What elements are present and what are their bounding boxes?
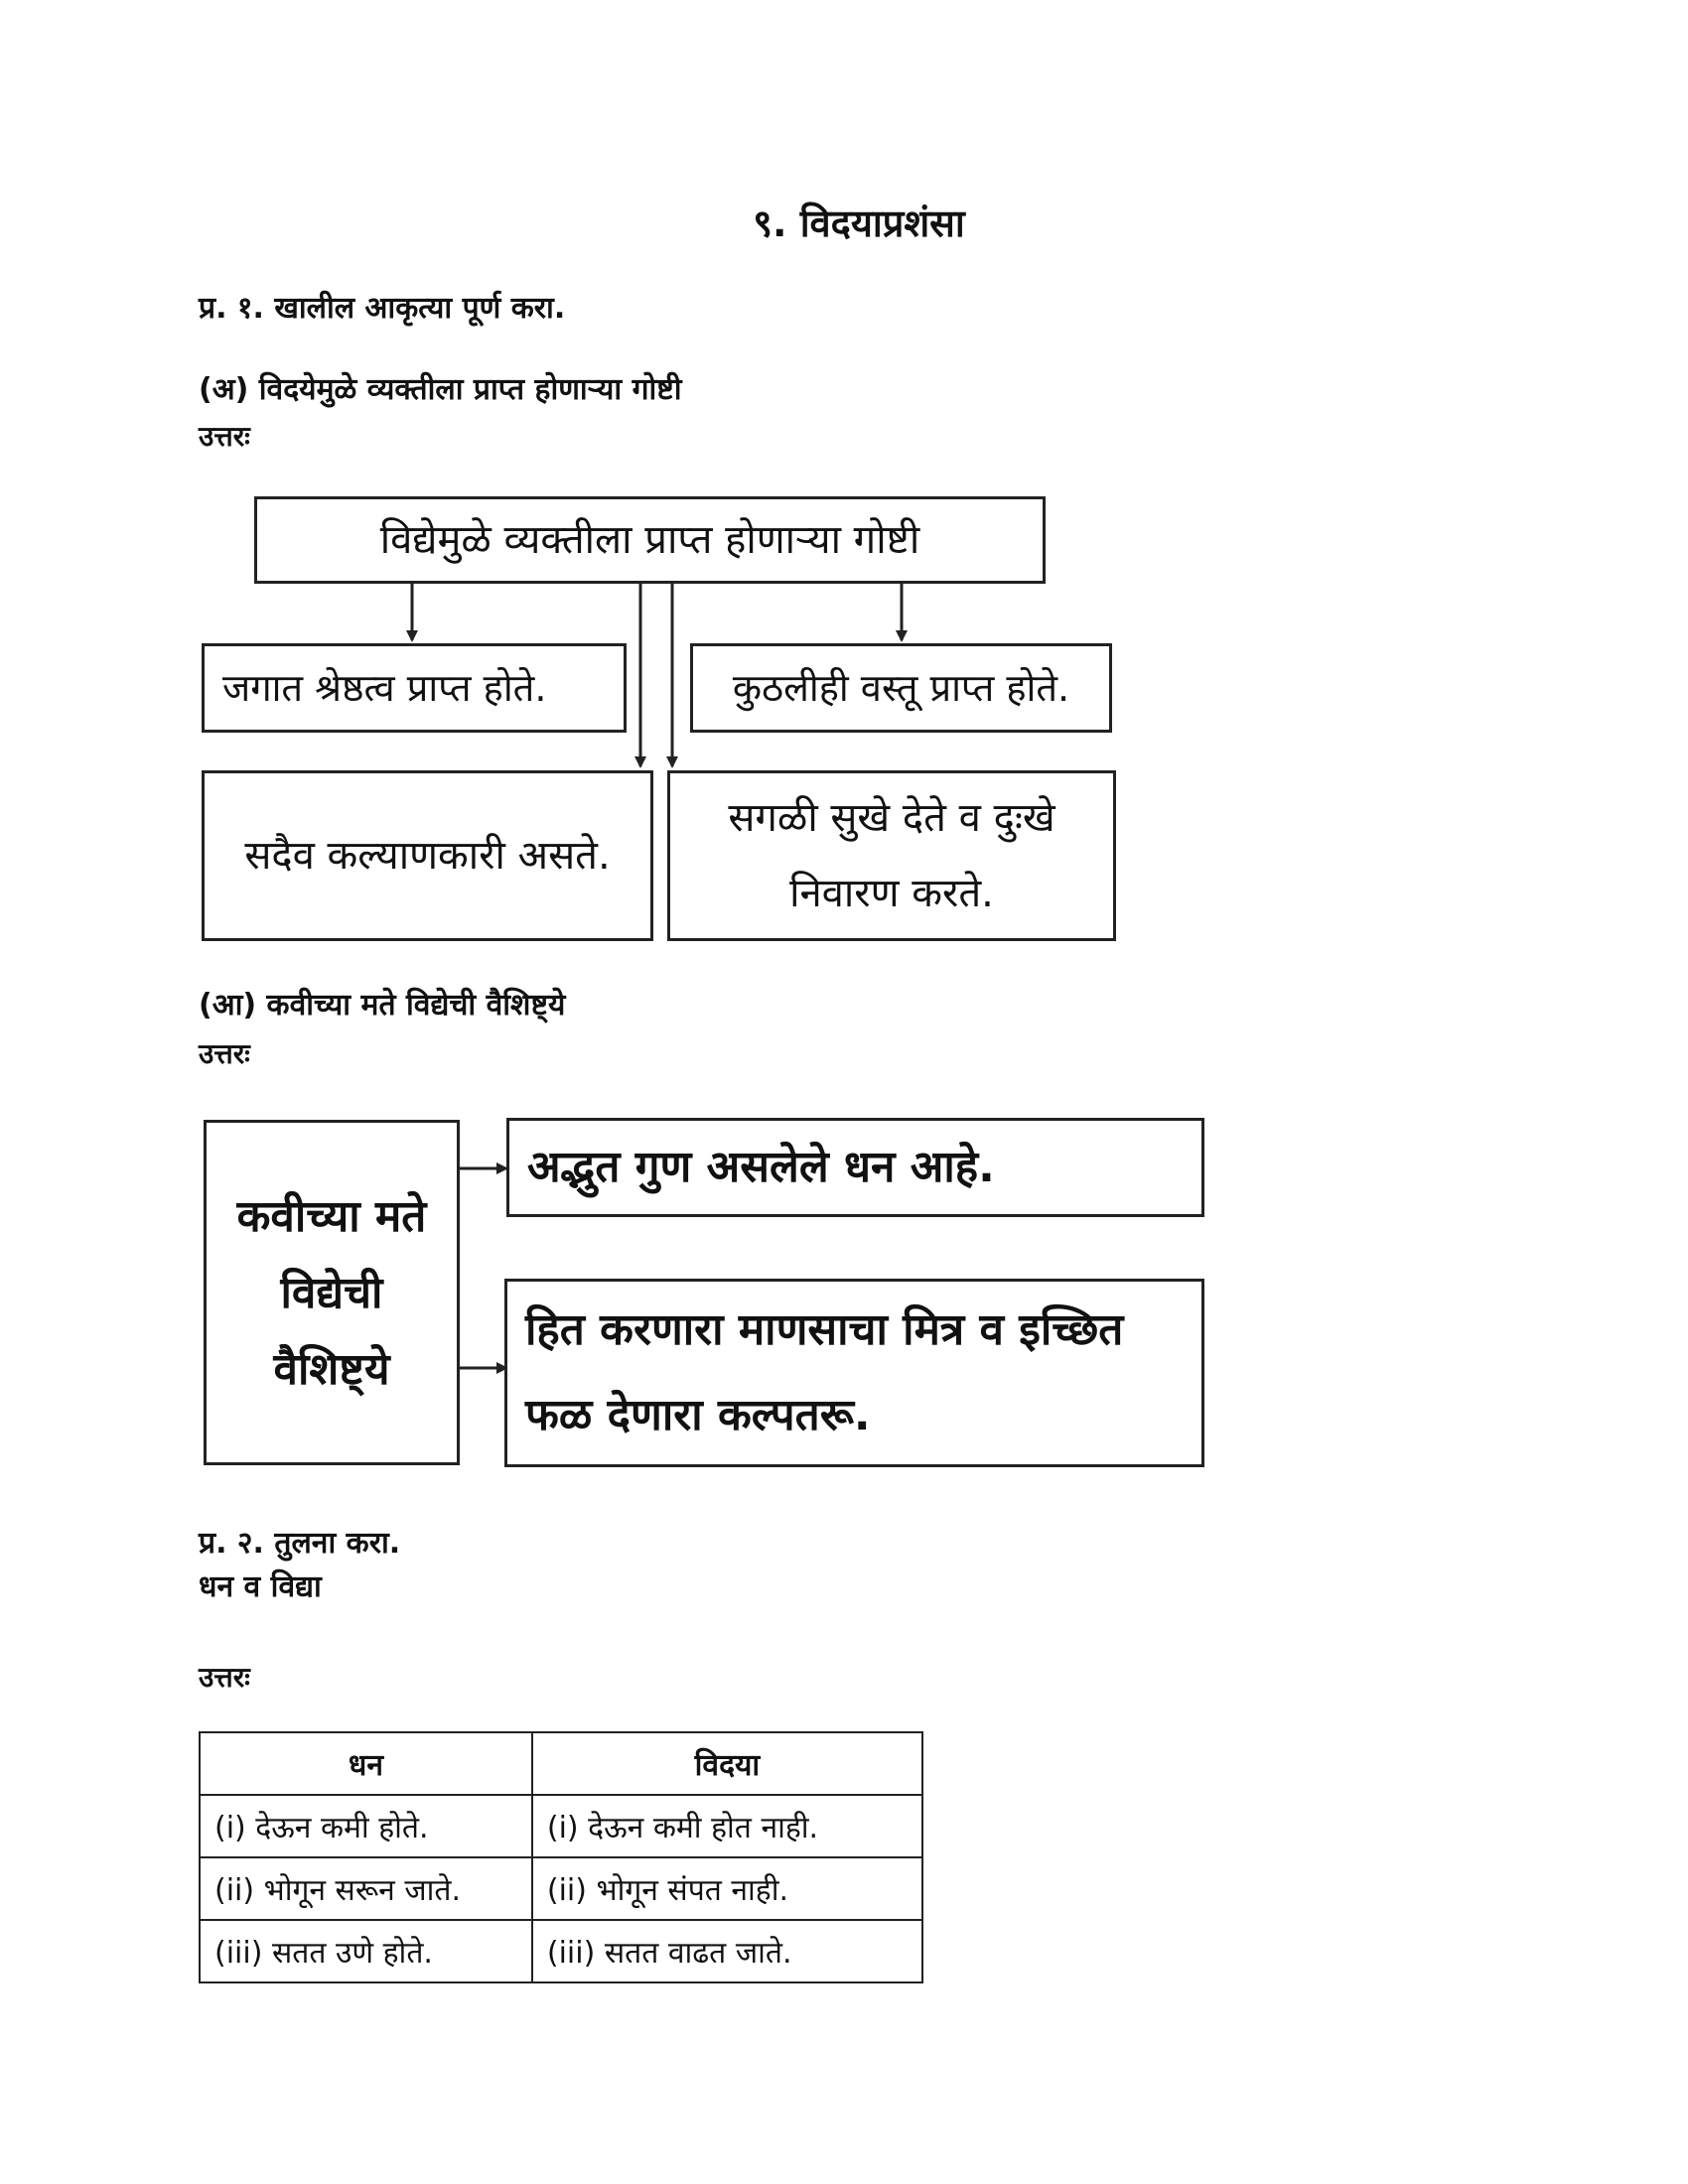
table-row — [200, 1920, 922, 1982]
answer-label-1b: उत्तरः — [199, 1037, 250, 1070]
column-header-vidya: विदया — [532, 1732, 922, 1795]
diagram-b-item-1: अद्भुत गुण असलेले धन आहे. — [506, 1118, 1204, 1217]
diagram-b-center: कवीच्या मते विद्येची वैशिष्ट्ये — [204, 1120, 460, 1465]
page-title: ९. विदयाप्रशंसा — [753, 202, 965, 245]
table-cell: (i) देऊन कमी होते. — [200, 1795, 532, 1857]
question-1a-label: (अ) विदयेमुळे व्यक्तीला प्राप्त होणाऱ्या गोष्टी — [199, 372, 682, 407]
table-cell: (ii) भोगून संपत नाही. — [532, 1857, 922, 1920]
question-2-heading: प्र. २. तुलना करा. — [199, 1526, 401, 1561]
answer-label-2: उत्तरः — [199, 1661, 250, 1694]
table-cell: (iii) सतत वाढत जाते. — [532, 1920, 922, 1982]
answer-label-1a: उत्तरः — [199, 420, 250, 453]
table-header-row — [200, 1732, 922, 1795]
diagram-a-center: विद्येमुळे व्यक्तीला प्राप्त होणाऱ्या गोष्टी — [254, 496, 1046, 584]
diagram-a-item-3: सदैव कल्याणकारी असते. — [202, 770, 653, 941]
diagram-b-item-2: हित करणारा माणसाचा मित्र व इच्छित फळ देणारा कल्पतरू. — [504, 1279, 1204, 1467]
question-2-subheading: धन व विद्या — [199, 1570, 322, 1604]
table-row — [200, 1795, 922, 1857]
table-cell: (ii) भोगून सरून जाते. — [200, 1857, 532, 1920]
diagram-a-item-4: सगळी सुखे देते व दुःखे निवारण करते. — [667, 770, 1116, 941]
column-header-dhan: धन — [200, 1732, 532, 1795]
question-1-heading: प्र. १. खालील आकृत्या पूर्ण करा. — [199, 291, 566, 326]
table-cell: (i) देऊन कमी होत नाही. — [532, 1795, 922, 1857]
table-cell: (iii) सतत उणे होते. — [200, 1920, 532, 1982]
diagram-a-item-2: कुठलीही वस्तू प्राप्त होते. — [690, 643, 1112, 733]
comparison-table — [199, 1731, 923, 1983]
diagram-a-item-1: जगात श्रेष्ठत्व प्राप्त होते. — [202, 643, 627, 733]
question-1b-label: (आ) कवीच्या मते विद्येची वैशिष्ट्ये — [199, 988, 566, 1023]
table-row — [200, 1857, 922, 1920]
